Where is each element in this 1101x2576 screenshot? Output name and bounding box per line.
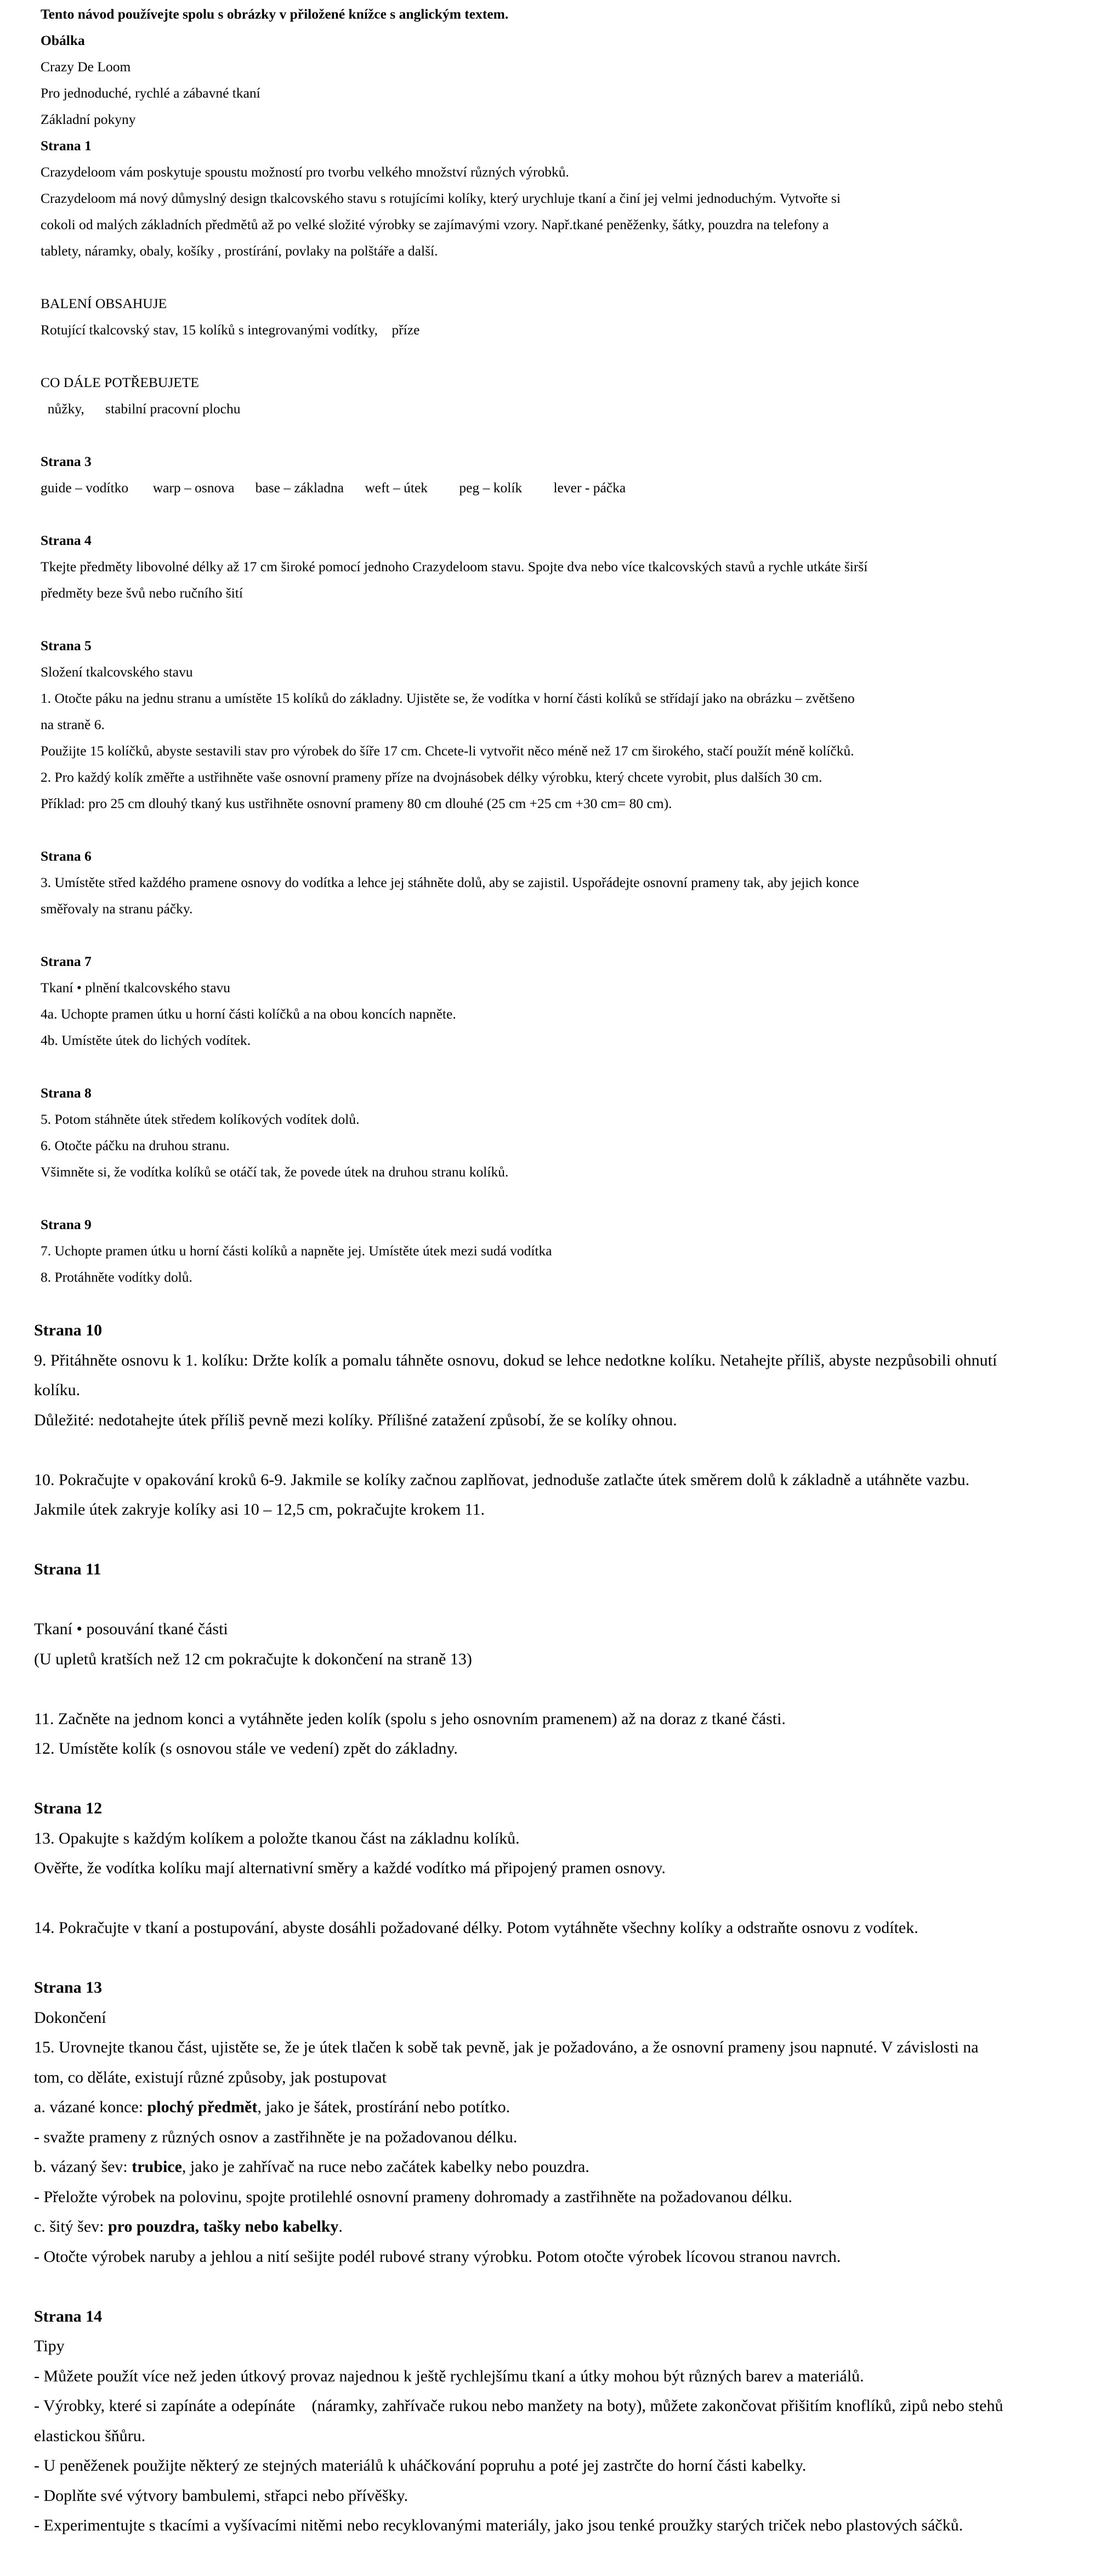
text-line: guide – vodítko warp – osnova base – základna weft – útek peg – kolík lever - páčka [41, 480, 626, 496]
text-span: c. šitý šev: [34, 2217, 108, 2236]
text-line: 1. Otočte páku na jednu stranu a umístěte 15 kolíků do základny. Ujistěte se, že vodítka v horní části kolíků se střídají jako na obrázku – zvětšeno [41, 690, 855, 706]
section-heading [34, 1794, 1076, 1824]
text-span [34, 1590, 38, 1608]
text-span: 9. Přitáhněte osnovu k 1. kolíku: Držte kolík a pomalu táhněte osnovu, dokud se lehce nedotkne kolíku. Netahejte příliš, abyste nezpůsobili ohnutí [34, 1351, 997, 1369]
text-span: - svažte prameny z různých osnov a zastřihněte je na požadovanou délku. [34, 2128, 518, 2146]
text-span [34, 1770, 38, 1788]
bold-text: plochý předmět [147, 2098, 258, 2116]
bold-text: Strana 14 [34, 2307, 103, 2325]
text-line: Základní pokyny [41, 111, 136, 127]
text-span: 10. Pokračujte v opakování kroků 6-9. Jakmile se kolíky začnou zaplňovat, jednoduše zatlačte útek směrem dolů k základně a utáhněte vazbu. [34, 1470, 970, 1489]
text-line [34, 2092, 1076, 2123]
section-heading [34, 2302, 1076, 2332]
text-line: tablety, náramky, obaly, košíky , prostírání, povlaky na polštáře a další. [41, 243, 438, 259]
text-span [34, 1531, 38, 1549]
text-line [34, 2391, 1076, 2421]
text-line [34, 2511, 1076, 2541]
text-line [34, 2063, 1076, 2093]
text-line [34, 1614, 1076, 1645]
text-span: 11. Začněte na jednom konci a vytáhněte jeden kolík (spolu s jeho osnovním pramenem) až na doraz z tkané části. [34, 1709, 786, 1728]
document-section-part1 [41, 1, 1071, 1290]
text-line: 7. Uchopte pramen útku u horní části kolíků a napněte jej. Umístěte útek mezi sudá vodítka [41, 1243, 552, 1259]
text-line: Všimněte si, že vodítka kolíků se otáčí tak, že povede útek na druhou stranu kolíků. [41, 1164, 509, 1180]
section-heading: Strana 5 [41, 638, 92, 653]
text-line [34, 1375, 1076, 1406]
blank-line [34, 1674, 1076, 1704]
text-span: , jako je zahřívač na ruce nebo začátek kabelky nebo pouzdra. [181, 2158, 589, 2176]
blank-line [34, 2272, 1076, 2302]
blank-line [41, 343, 1071, 369]
bold-text: pro pouzdra, tašky nebo kabelky [108, 2217, 339, 2236]
text-line [34, 2451, 1076, 2481]
text-line [34, 1645, 1076, 1675]
text-line [34, 2242, 1076, 2272]
text-span: - Doplňte své výtvory bambulemi, střapci nebo přívěšky. [34, 2486, 408, 2505]
blank-line [41, 422, 1071, 448]
text-span: Jakmile útek zakryje kolíky asi 10 – 12,5 cm, pokračujte krokem 11. [34, 1500, 485, 1519]
blank-line [41, 922, 1071, 948]
text-span: a. vázané konce: [34, 2098, 147, 2116]
text-span: (U upletů kratších než 12 cm pokračujte k dokončení na straně 13) [34, 1650, 472, 1668]
text-span: 14. Pokračujte v tkaní a postupování, abyste dosáhli požadované délky. Potom vytáhněte všechny kolíky a odstraňte osnovu z vodítek. [34, 1919, 918, 1937]
text-span: Důležité: nedotahejte útek příliš pevně mezi kolíky. Přílišné zatažení způsobí, že se kolíky ohnou. [34, 1411, 677, 1429]
text-line [34, 1913, 1076, 1943]
text-line: na straně 6. [41, 716, 105, 732]
text-line: cokoli od malých základních předmětů až po velké složité výrobky se zajímavými vzory. Např.tkané peněženky, šátky, pouzdra na telefony a [41, 217, 829, 232]
blank-line [34, 1585, 1076, 1615]
text-line [34, 1734, 1076, 1764]
section-heading: Strana 8 [41, 1085, 92, 1101]
section-heading: Strana 7 [41, 953, 92, 969]
text-span: 13. Opakujte s každým kolíkem a položte tkanou část na základnu kolíků. [34, 1829, 520, 1847]
text-line [34, 2362, 1076, 2392]
text-span: kolíku. [34, 1381, 81, 1399]
blank-line [41, 817, 1071, 843]
text-span: Tipy [34, 2337, 65, 2355]
blank-line [41, 1054, 1071, 1080]
text-line: 4a. Uchopte pramen útku u horní části kolíčků a na obou koncích napněte. [41, 1006, 456, 1022]
text-span: . [338, 2217, 343, 2236]
text-line: Crazy De Loom [41, 59, 131, 75]
text-line: 2. Pro každý kolík změřte a ustřihněte vaše osnovní prameny příze na dvojnásobek délky výrobku, který chcete vyrobit, plus dalších 30 cm. [41, 769, 822, 785]
blank-line [34, 1943, 1076, 1974]
text-span: - Experimentujte s tkacími a vyšívacími nitěmi nebo recyklovanými materiály, jako jsou tenké proužky starých triček nebo plastových sáčků. [34, 2516, 963, 2534]
section-heading: Strana 9 [41, 1216, 92, 1232]
text-line: nůžky, stabilní pracovní plochu [41, 401, 241, 417]
section-heading: Strana 4 [41, 532, 92, 548]
bold-text: Strana 12 [34, 1799, 103, 1817]
text-line [34, 2421, 1076, 2452]
text-span: 15. Urovnejte tkanou část, ujistěte se, že je útek tlačen k sobě tak pevně, jak je požadováno, a že osnovní prameny jsou napnuté. V závislosti na [34, 2038, 979, 2056]
text-line: 6. Otočte páčku na druhou stranu. [41, 1138, 230, 1153]
bold-text: Strana 10 [34, 1321, 103, 1339]
text-span: Ověřte, že vodítka kolíku mají alternativní směry a každé vodítko má připojený pramen osnovy. [34, 1859, 666, 1877]
text-line: Crazydeloom vám poskytuje spoustu možností pro tvorbu velkého množství různých výrobků. [41, 164, 569, 180]
text-line: 8. Protáhněte vodítky dolů. [41, 1269, 192, 1285]
text-line: Pro jednoduché, rychlé a zábavné tkaní [41, 85, 260, 101]
text-line [34, 1853, 1076, 1884]
text-line: 5. Potom stáhněte útek středem kolíkových vodítek dolů. [41, 1111, 360, 1127]
text-span: Tkaní • posouvání tkané části [34, 1620, 228, 1638]
text-span [34, 1441, 38, 1459]
bold-text: Strana 13 [34, 1978, 103, 1997]
text-line [34, 2332, 1076, 2362]
section-heading: Strana 1 [41, 138, 92, 153]
text-span: 12. Umístěte kolík (s osnovou stále ve vedení) zpět do základny. [34, 1739, 458, 1758]
text-span: - Přeložte výrobek na polovinu, spojte protilehlé osnovní prameny dohromady a zastřihněte na požadovanou délku. [34, 2187, 792, 2206]
text-span: tom, co děláte, existují různé způsoby, jak postupovat [34, 2068, 387, 2086]
text-line [34, 1704, 1076, 1735]
blank-line [41, 1185, 1071, 1212]
text-line [34, 1824, 1076, 1854]
section-heading [34, 1555, 1076, 1585]
text-line [34, 1406, 1076, 1436]
text-span [34, 1680, 38, 1698]
blank-line [34, 1884, 1076, 1914]
text-line: BALENÍ OBSAHUJE [41, 295, 167, 311]
section-heading [34, 1973, 1076, 2003]
blank-line [41, 606, 1071, 633]
text-line [34, 2152, 1076, 2182]
text-line [34, 2182, 1076, 2213]
text-span: b. vázaný šev: [34, 2158, 132, 2176]
bold-text: Strana 11 [34, 1560, 101, 1578]
text-span [34, 1889, 38, 1907]
text-line: Tkaní • plnění tkalcovského stavu [41, 980, 231, 996]
text-line [34, 2212, 1076, 2242]
text-line: Crazydeloom má nový důmyslný design tkalcovského stavu s rotujícími kolíky, který urychluje tkaní a činí jej velmi jednoduchým. Vytvořte si [41, 190, 841, 206]
text-line: Použijte 15 kolíčků, abyste sestavili stav pro výrobek do šíře 17 cm. Chcete-li vytvořit něco méně než 17 cm širokého, stačí použít méně kolíčků. [41, 743, 854, 759]
text-line: CO DÁLE POTŘEBUJETE [41, 374, 199, 390]
text-line: Složení tkalcovského stavu [41, 664, 193, 680]
text-span: - Můžete použít více než jeden útkový provaz najednou k ještě rychlejšímu tkaní a útky mohou být různých barev a materiálů. [34, 2367, 864, 2385]
text-line [34, 2123, 1076, 2153]
blank-line [34, 1525, 1076, 1555]
text-span: , jako je šátek, prostírání nebo potítko. [257, 2098, 510, 2116]
text-line [34, 1495, 1076, 1525]
blank-line [34, 1435, 1076, 1465]
text-line [34, 2033, 1076, 2063]
text-line: 3. Umístěte střed každého pramene osnovy do vodítka a lehce jej stáhněte dolů, aby se zajistil. Uspořádejte osnovní prameny tak, aby jejich konce [41, 874, 859, 890]
blank-line [41, 264, 1071, 291]
blank-line [41, 501, 1071, 527]
section-heading: Strana 6 [41, 848, 92, 864]
text-line [34, 2003, 1076, 2033]
blank-line [34, 1764, 1076, 1794]
text-span: - Výrobky, které si zapínáte a odepínáte (náramky, zahřívače rukou nebo manžety na boty), můžete zakončovat přišitím knoflíků, zipů nebo stehů [34, 2397, 1003, 2415]
text-line: Tkejte předměty libovolné délky až 17 cm široké pomocí jednoho Crazydeloom stavu. Spojte dva nebo více tkalcovských stavů a rychle utkáte širší [41, 559, 868, 575]
text-line: Příklad: pro 25 cm dlouhý tkaný kus ustřihněte osnovní prameny 80 cm dlouhé (25 cm +25 cm +30 cm= 80 cm). [41, 795, 672, 811]
text-span: elastickou šňůru. [34, 2426, 146, 2445]
text-line: předměty beze švů nebo ručního šití [41, 585, 243, 601]
text-line: 4b. Umístěte útek do lichých vodítek. [41, 1032, 251, 1048]
section-heading: Obálka [41, 32, 85, 48]
text-span [34, 2277, 38, 2295]
text-line: Rotující tkalcovský stav, 15 kolíků s integrovanými vodítky, příze [41, 322, 420, 338]
text-span: - U peněženek použijte některý ze stejných materiálů k uháčkování popruhu a poté jej zastrčte do horní části kabelky. [34, 2456, 807, 2475]
text-line [34, 1346, 1076, 1376]
bold-text: trubice [132, 2158, 182, 2176]
text-span [34, 1949, 38, 1967]
section-heading [34, 1316, 1076, 1346]
section-heading: Tento návod používejte spolu s obrázky v přiložené knížce s anglickým textem. [41, 6, 509, 22]
text-line [34, 1465, 1076, 1495]
section-heading: Strana 3 [41, 453, 92, 469]
text-span: Dokončení [34, 2008, 106, 2027]
text-span: - Otočte výrobek naruby a jehlou a nití sešijte podél rubové strany výrobku. Potom otočte výrobek lícovou stranou navrch. [34, 2247, 841, 2266]
text-line: směřovaly na stranu páčky. [41, 901, 193, 917]
text-line [34, 2481, 1076, 2511]
document-section-part2 [34, 1316, 1076, 2541]
